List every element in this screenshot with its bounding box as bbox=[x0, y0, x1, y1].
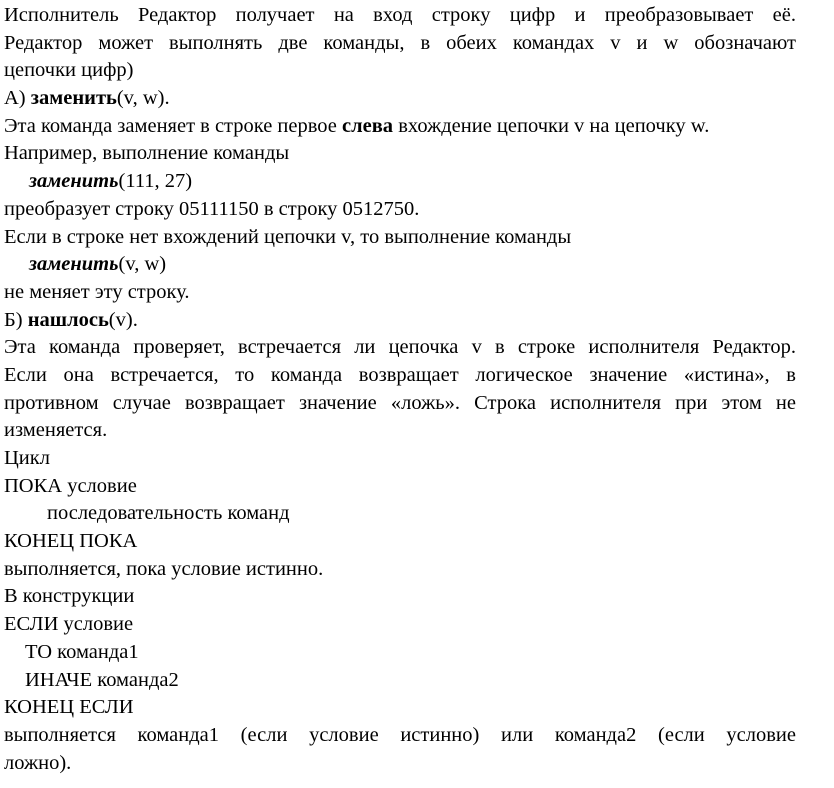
branch-if-line: ЕСЛИ условие bbox=[4, 613, 134, 636]
command-a-noentry-call bbox=[4, 251, 796, 279]
command-b-args: (v). bbox=[108, 308, 138, 331]
command-a-desc-after: вхождение цепочки v на цепочку w. bbox=[393, 114, 710, 137]
command-b-name: нашлось bbox=[27, 308, 109, 331]
command-a-description bbox=[4, 113, 796, 141]
command-a-name: заменить bbox=[30, 87, 117, 110]
command-a-heading bbox=[4, 85, 796, 113]
command-b-heading bbox=[4, 307, 796, 335]
command-a-example-intro: Например, выполнение команды bbox=[4, 142, 290, 165]
loop-body-line: последовательность команд bbox=[47, 502, 290, 525]
command-a-desc-bold: слева bbox=[342, 114, 394, 137]
command-a-noentry-result: не меняет эту строку. bbox=[4, 280, 190, 303]
loop-title: Цикл bbox=[4, 447, 50, 469]
branch-then-line: ТО команда1 bbox=[25, 640, 139, 663]
loop-while-line: ПОКА условие bbox=[4, 474, 137, 497]
command-a-prefix: А) bbox=[4, 87, 31, 110]
command-a-noentry-name: заменить bbox=[29, 253, 119, 276]
command-b-desc-line-2: Если она встречается, то команда возвращает логическое значение «истина», в bbox=[4, 363, 796, 386]
branch-note-line-2: ложно). bbox=[4, 751, 72, 774]
command-a-desc-before: Эта команда заменяет в строке первое bbox=[4, 114, 343, 137]
intro-line-3: цепочки цифр) bbox=[4, 59, 134, 82]
command-b-desc-line-3: противном случае возвращает значение «ложь». Строка исполнителя при этом не bbox=[4, 391, 796, 414]
command-b-desc-line-1: Эта команда проверяет, встречается ли цепочка v в строке исполнителя Редактор. bbox=[4, 336, 796, 359]
command-a-noentry-text: Если в строке нет вхождений цепочки v, то выполнение команды bbox=[4, 225, 572, 248]
intro-line-2: Редактор может выполнять две команды, в обеих командах v и w обозначают bbox=[4, 31, 796, 54]
command-b-prefix: Б) bbox=[4, 308, 28, 331]
command-a-example-result: преобразует строку 05111150 в строку 0512750. bbox=[4, 197, 420, 220]
command-a-args: (v, w). bbox=[116, 87, 170, 110]
branch-note-line-1: выполняется команда1 (если условие истинно) или команда2 (если условие bbox=[4, 723, 796, 746]
loop-end-line: КОНЕЦ ПОКА bbox=[4, 530, 138, 553]
branch-title: В конструкции bbox=[4, 585, 135, 608]
command-a-noentry-args: (v, w) bbox=[118, 253, 167, 276]
command-a-example-call bbox=[4, 168, 796, 196]
command-a-example-args: (111, 27) bbox=[118, 170, 193, 193]
intro-line-1: Исполнитель Редактор получает на вход строку цифр и преобразовывает её. bbox=[4, 4, 796, 26]
command-a-example-name: заменить bbox=[29, 170, 119, 193]
branch-else-line: ИНАЧЕ команда2 bbox=[25, 668, 179, 691]
branch-end-line: КОНЕЦ ЕСЛИ bbox=[4, 696, 134, 719]
command-b-desc-line-4: изменяется. bbox=[4, 419, 108, 442]
loop-note: выполняется, пока условие истинно. bbox=[4, 557, 324, 580]
